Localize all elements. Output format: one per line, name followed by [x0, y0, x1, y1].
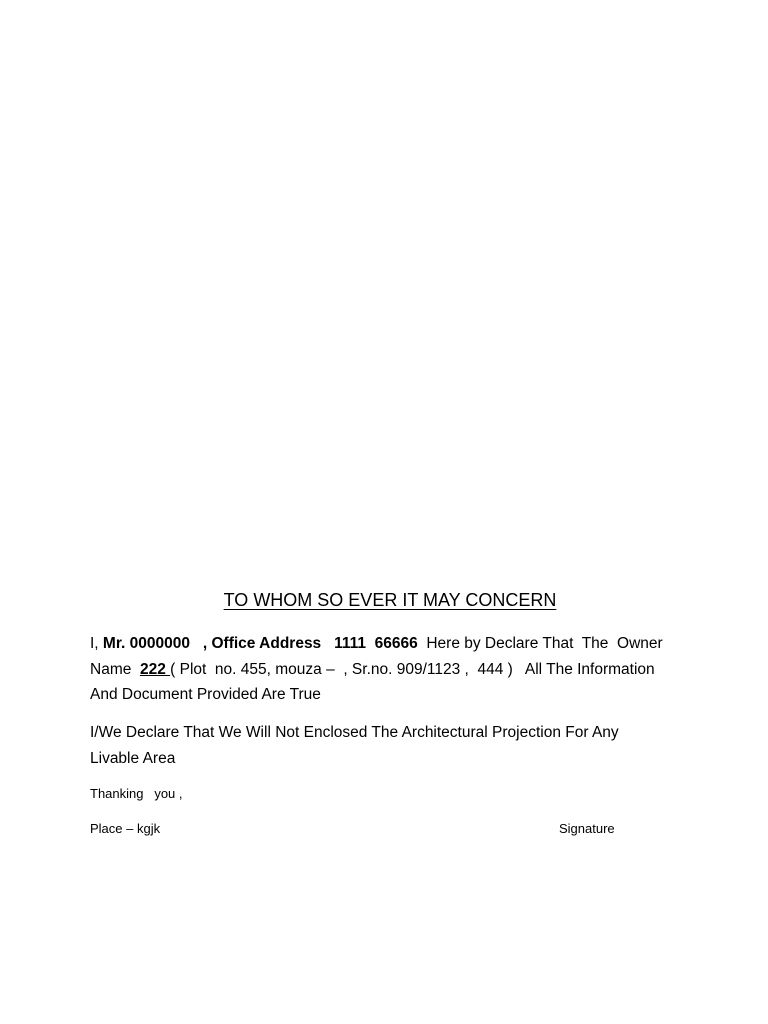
projection-line-1: I/We Declare That We Will Not Enclosed The Architectural Projection For Any [90, 724, 619, 741]
declaration-line-1 [90, 631, 673, 657]
declaration-line-2-rest: ( Plot no. 455, mouza – , Sr.no. 909/1123 , 444 ) All The Information [170, 660, 655, 678]
place-text: Place – kgjk [90, 821, 161, 836]
declaration-line-2 [90, 657, 673, 683]
declaration-line-1-rest: Here by Declare That The Owner [417, 635, 663, 652]
declaration-prefix: I, [90, 635, 103, 652]
declaration-line-3: And Document Provided Are True [90, 686, 321, 703]
document-title: TO WHOM SO EVER IT MAY CONCERN [223, 590, 557, 610]
owner-name: 222 [139, 660, 171, 678]
declaration-paragraph [90, 631, 673, 708]
projection-line-2: Livable Area [90, 750, 176, 767]
projection-paragraph [90, 720, 673, 772]
signature-label: Signature [559, 821, 615, 836]
thanks-text: Thanking you , [90, 786, 183, 801]
owner-label: Name [90, 660, 140, 678]
declarant-name: Mr. 0000000 , Office Address 1111 66666 [102, 635, 418, 652]
